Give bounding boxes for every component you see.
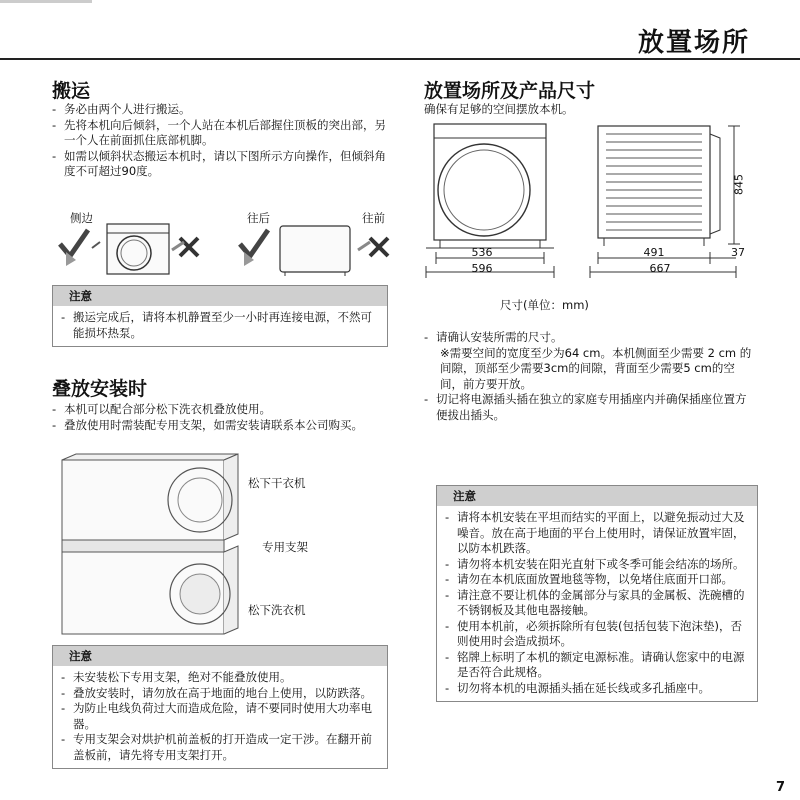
location-note-box — [436, 485, 758, 702]
location-bullet — [424, 330, 756, 392]
tilt-diagram — [52, 222, 397, 280]
note-item: - 请注意不要让机体的金属部分与家具的金属板、洗碗槽的不锈钢板及其他电器接触。 — [445, 588, 749, 619]
space-requirement-note: ※需要空间的宽度至少为64 cm。本机侧面至少需要 2 cm 的间隙，顶部至少需要3cm的间隙，背面至少需要5 cm的空间，前方要开放。 — [440, 345, 752, 391]
title-divider — [0, 58, 800, 60]
location-intro: 确保有足够的空间摆放本机。 — [424, 102, 574, 116]
page-title: 放置场所 — [637, 28, 750, 58]
dim-side-inner: 491 — [643, 246, 665, 259]
dimension-caption: 尺寸(单位：mm) — [500, 298, 589, 312]
stand-drawing — [62, 540, 224, 552]
note-item: - 专用支架会对烘护机前盖板的打开造成一定干涉。在翻开前盖板前，请先将专用支架打开。 — [61, 732, 379, 763]
note-item: - 搬运完成后，请将本机静置至少一小时再连接电源，不然可能损坏热泵。 — [61, 310, 379, 341]
note-item: - 请勿在本机底面放置地毯等物，以免堵住底面开口部。 — [445, 572, 749, 588]
stacking-bullets — [52, 402, 388, 433]
note-item: - 请勿将本机安装在阳光直射下或冬季可能会结冻的场所。 — [445, 557, 749, 573]
dim-front-inner: 536 — [471, 246, 493, 259]
location-bullets — [424, 330, 756, 423]
stacking-note-box — [52, 645, 388, 769]
stacking-illustration — [58, 452, 248, 638]
arrow-left-icon — [92, 242, 100, 248]
moving-note-box — [52, 285, 388, 347]
note-item: - 为防止电线负荷过大而造成危险，请不要同时使用大功率电器。 — [61, 701, 379, 732]
location-heading: 放置场所及产品尺寸 — [424, 80, 596, 102]
corner-mark — [0, 0, 92, 3]
note-title: 注意 — [437, 486, 757, 506]
check-icon — [240, 230, 268, 266]
cross-icon — [172, 238, 198, 256]
note-item: - 铭牌上标明了本机的额定电源标准。请确认您家中的电源是否符合此规格。 — [445, 650, 749, 681]
location-bullet: - 切记将电源插头插在独立的家庭专用插座内并确保插座位置方便拔出插头。 — [424, 392, 756, 423]
moving-bullets — [52, 102, 388, 180]
moving-bullet: - 务必由两个人进行搬运。 — [52, 102, 388, 118]
stacking-bullet: - 本机可以配合部分松下洗衣机叠放使用。 — [52, 402, 388, 418]
dim-side-extra: 37 — [731, 246, 745, 259]
note-item: - 请将本机安装在平坦而结实的平面上，以避免振动过大及噪音。放在高于地面的平台上使用时，请保证放置牢固，以防本机跌落。 — [445, 510, 749, 557]
cross-icon — [358, 238, 388, 256]
label-dryer: 松下干衣机 — [248, 476, 306, 490]
note-item: - 使用本机前，必须拆除所有包装(包括包装下泡沫垫)，否则使用时会造成损坏。 — [445, 619, 749, 650]
dim-side-outer: 667 — [649, 262, 671, 275]
location-bullet-text: 请确认安装所需的尺寸。 — [436, 330, 563, 344]
dim-front-outer: 596 — [471, 262, 493, 275]
note-item: - 切勿将本机的电源插头插在延长线或多孔插座中。 — [445, 681, 749, 697]
note-title: 注意 — [53, 646, 387, 666]
moving-heading: 搬运 — [52, 80, 91, 102]
moving-bullet: - 如需以倾斜状态搬运本机时，请以下图所示方向操作，但倾斜角度不可超过90度。 — [52, 149, 388, 180]
washer-drawing — [62, 546, 238, 634]
page-number: 7 — [776, 780, 786, 795]
dim-height: 845 — [732, 174, 746, 195]
stacking-bullet: - 叠放使用时需装配专用支架，如需安装请联系本公司购买。 — [52, 418, 388, 434]
label-washer: 松下洗衣机 — [248, 603, 306, 617]
note-item: - 叠放安装时，请勿放在高于地面的地台上使用，以防跌落。 — [61, 686, 379, 702]
tilt-label-back: 往后 — [247, 211, 270, 225]
dryer-drawing — [62, 454, 238, 540]
tilt-label-side: 侧边 — [70, 211, 93, 225]
check-icon — [60, 230, 88, 266]
tilt-label-front: 往前 — [362, 211, 385, 225]
stacking-heading: 叠放安装时 — [52, 378, 148, 400]
note-title: 注意 — [53, 286, 387, 306]
label-stand: 专用支架 — [262, 540, 308, 554]
moving-bullet: - 先将本机向后倾斜，一个人站在本机后部握住顶板的突出部，另一个人在前面抓住底部机脚。 — [52, 118, 388, 149]
note-item: - 未安装松下专用支架，绝对不能叠放使用。 — [61, 670, 379, 686]
